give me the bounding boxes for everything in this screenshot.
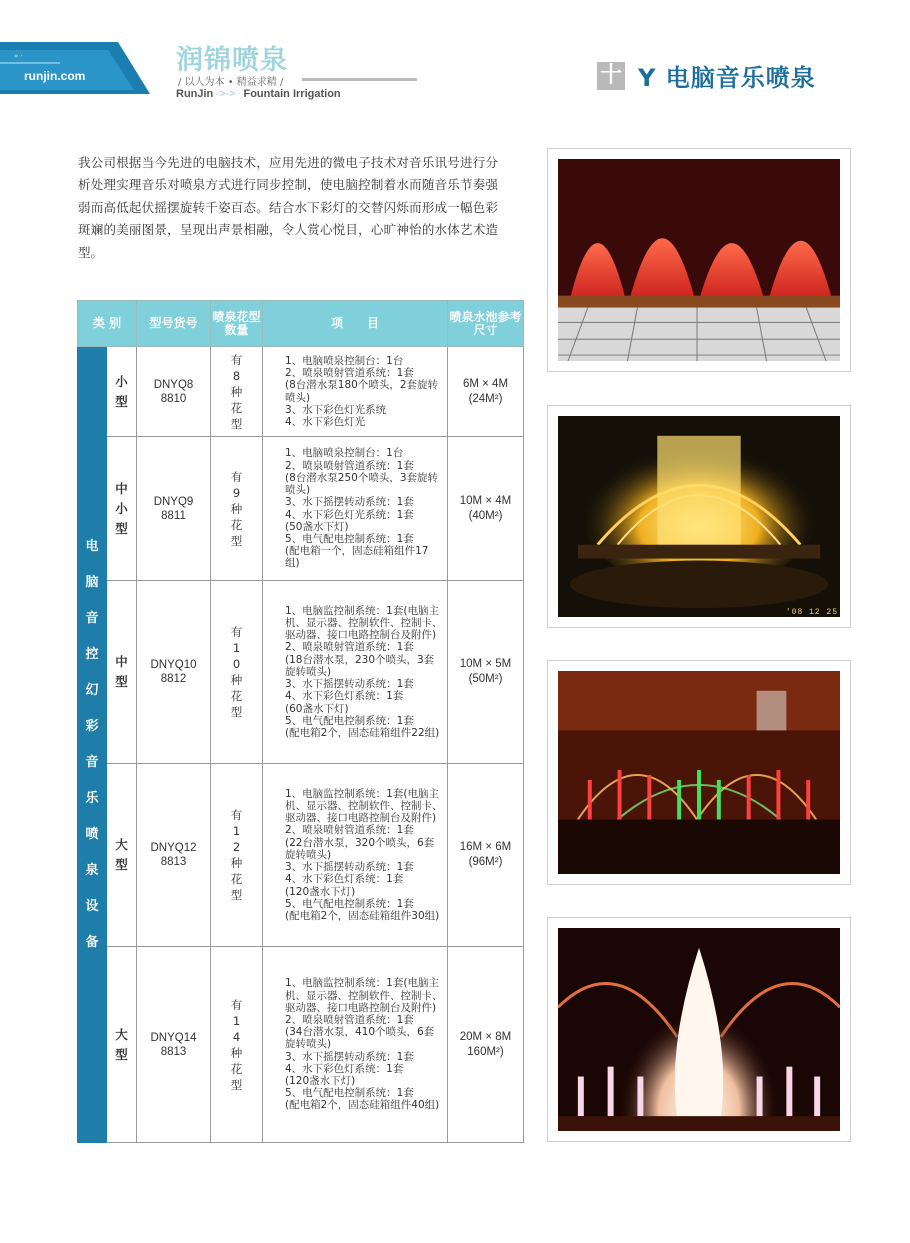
model-label: DNYQ12 8813 <box>150 842 197 868</box>
photo-date-stamp: '08 12 25 <box>785 608 838 617</box>
col-header-pool-size: 喷泉水池参考尺寸 <box>448 301 524 347</box>
table-row <box>78 947 524 1143</box>
company-motto: / 以人为本 • 精益求精 / <box>178 77 284 88</box>
fountain-photo-image <box>558 671 840 874</box>
pattern-count-cell <box>211 581 263 764</box>
model-label: DNYQ8 8810 <box>153 378 194 405</box>
spec-table <box>77 300 523 1143</box>
model-cell <box>137 581 211 764</box>
items-cell: 1、电脑喷泉控制台：1台 2、喷泉喷射管道系统：1套 (8台潜水泵250个喷头，3套旋转喷头) 3、水下摇摆转动系统：1套 4、水下彩色灯光系统：1套 (50盏水下灯) 5、电气配电控制系统：1套 (配电箱一个，固态硅箱组件17组) <box>263 437 448 581</box>
intro-paragraph: 我公司根据当今先进的电脑技术，应用先进的微电子技术对音乐讯号进行分析处理实理音乐对喷泉方式进行同步控制，使电脑控制着水而随音乐节奏强弱而高低起伏摇摆旋转千姿百态。结合水下彩灯的交替闪烁而形成一幅色彩斑斓的美丽图景，呈现出声景相融，令人赏心悦目，心旷神怡的水体艺术造型。 <box>78 155 498 260</box>
svg-text:» ·: » · <box>14 52 23 60</box>
model-label: DNYQ10 8812 <box>150 659 197 685</box>
company-brand-en <box>176 88 341 100</box>
model-cell <box>137 437 211 581</box>
model-cell <box>137 347 211 437</box>
brand-subtitle: Fountain Irrigation <box>243 88 341 100</box>
items-cell: 1、电脑监控制系统：1套(电脑主机、显示器、控制软件、控制卡、驱动器、接口电路控制台及附件) 2、喷泉喷射管道系统：1套 (34台潜水泵，410个喷头，6套旋转喷头) 3、水下摇摆转动系统：1套 4、水下彩色灯系统：1套 (120盏水下灯) 5、电气配电控制系统：1套 (配电箱2个，固态硅箱组件40组) <box>263 947 448 1143</box>
subtype-cell <box>107 437 137 581</box>
pattern-count-label: 有10种花型 <box>230 625 243 719</box>
page-title: Y 电脑音乐喷泉 <box>638 64 816 92</box>
table-row <box>78 437 524 581</box>
pattern-count-label: 有9种花型 <box>230 469 243 548</box>
model-cell <box>137 947 211 1143</box>
company-logo: 润锦喷泉 <box>176 45 288 76</box>
pattern-count-cell <box>211 437 263 581</box>
pattern-count-cell <box>211 764 263 947</box>
category-cell <box>78 347 107 1143</box>
table-row <box>78 347 524 437</box>
items-cell: 1、电脑监控制系统：1套(电脑主机、显示器、控制软件、控制卡、驱动器、接口电路控制台及附件) 2、喷泉喷射管道系统：1套 (22台潜水泵，320个喷头，6套旋转喷头) 3、水下摇摆转动系统：1套 4、水下彩色灯系统：1套 (120盏水下灯) 5、电气配电控制系统：1套 (配电箱2个，固态硅箱组件30组) <box>263 764 448 947</box>
pattern-count-label: 有12种花型 <box>230 808 243 902</box>
fountain-photo-image <box>558 928 840 1131</box>
subtype-label: 大型 <box>115 837 128 872</box>
fountain-photo-image <box>558 159 840 361</box>
pattern-count-cell <box>211 947 263 1143</box>
model-label: DNYQ14 8813 <box>150 1031 197 1058</box>
pool-size-cell: 10M × 4M (40M²) <box>448 437 524 581</box>
pattern-count-label: 有8种花型 <box>230 352 243 431</box>
pool-size-cell: 6M × 4M (24M²) <box>448 347 524 437</box>
fountain-photo-white <box>547 917 851 1142</box>
header-rule <box>302 78 417 81</box>
category-label: 电脑音控幻彩音乐喷泉设备 <box>85 538 99 950</box>
brand-name: RunJin <box>176 88 214 100</box>
subtype-cell <box>107 347 137 437</box>
pattern-count-cell <box>211 347 263 437</box>
pattern-count-label: 有14种花型 <box>230 997 243 1092</box>
fountain-photo-red <box>547 148 851 372</box>
subtype-label: 中小型 <box>115 480 128 536</box>
subtype-label: 小型 <box>115 373 128 409</box>
col-header-items: 项 目 <box>263 301 448 347</box>
header-url: runjin.com <box>24 69 86 83</box>
fountain-photo-image <box>558 416 840 617</box>
pool-size-cell: 16M × 6M (96M²) <box>448 764 524 947</box>
col-header-category: 类 别 <box>78 301 137 347</box>
subtype-cell <box>107 581 137 764</box>
table-row <box>78 581 524 764</box>
subtype-label: 大型 <box>115 1026 128 1062</box>
table-header-row <box>78 301 524 347</box>
fountain-photo-yellow <box>547 405 851 628</box>
pool-size-cell: 20M × 8M 160M²) <box>448 947 524 1143</box>
section-number: 十 <box>597 62 625 90</box>
header-band <box>0 42 150 94</box>
model-label: DNYQ9 8811 <box>153 495 194 522</box>
subtype-label: 中型 <box>115 654 128 689</box>
col-header-model: 型号货号 <box>137 301 211 347</box>
brand-arrow: ->-> <box>215 88 236 100</box>
model-cell <box>137 764 211 947</box>
col-header-pattern-count: 喷泉花型数量 <box>211 301 263 347</box>
pool-size-cell: 10M × 5M (50M²) <box>448 581 524 764</box>
subtype-cell <box>107 947 137 1143</box>
items-cell: 1、电脑喷泉控制台：1台 2、喷泉喷射管道系统：1套 (8台潜水泵180个喷头，2套旋转喷头) 3、水下彩色灯光系统 4、水下彩色灯光 <box>263 347 448 437</box>
table-row <box>78 764 524 947</box>
items-cell: 1、电脑监控制系统：1套(电脑主机、显示器、控制软件、控制卡、驱动器、接口电路控制台及附件) 2、喷泉喷射管道系统：1套 (18台潜水泵，230个喷头，3套旋转喷头) 3、水下摇摆转动系统：1套 4、水下彩色灯系统：1套 (60盏水下灯) 5、电气配电控制系统：1套 (配电箱2个，固态硅箱组件22组) <box>263 581 448 764</box>
fountain-photo-multicolor <box>547 660 851 885</box>
subtype-cell <box>107 764 137 947</box>
